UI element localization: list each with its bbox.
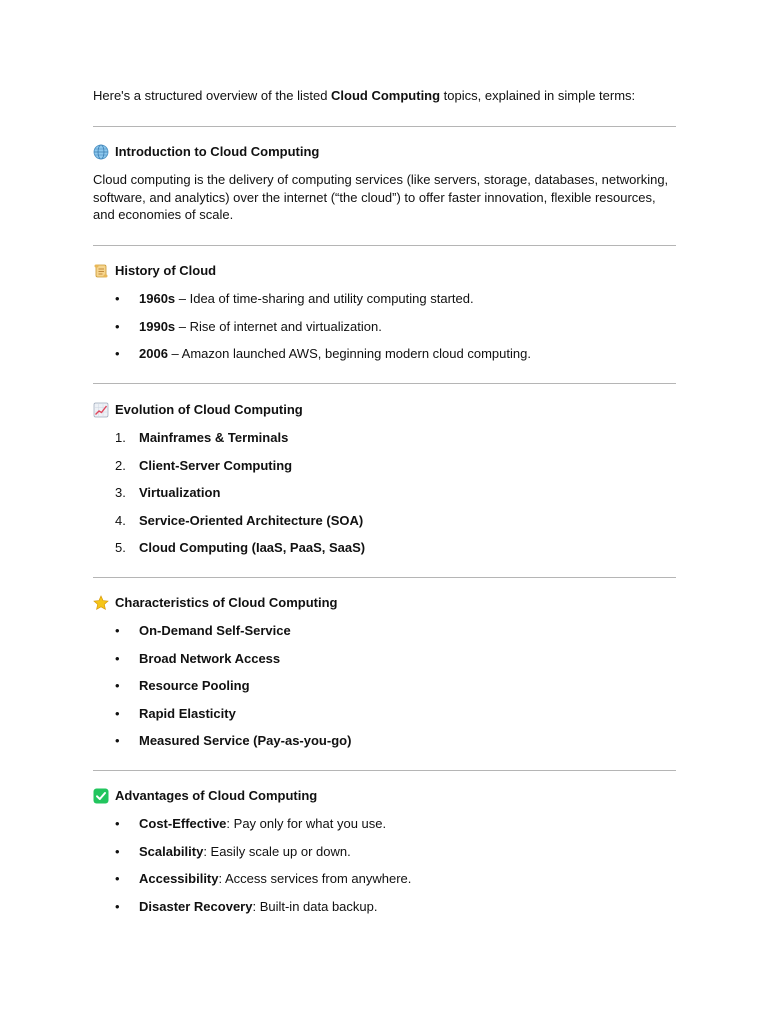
section-divider [93,770,676,771]
list-item-term: 2006 [139,346,168,361]
list-number: 5. [115,540,126,555]
list-item [93,345,531,373]
list-item [93,457,365,485]
evolution-list [93,429,365,567]
section-heading-history [93,262,216,280]
bullet-marker: • [115,871,120,886]
list-item-term: Broad Network Access [139,650,281,666]
list-item [93,318,531,346]
section-title-advantages: Advantages of Cloud Computing [115,788,318,803]
list-item-text: : Pay only for what you use. [226,816,387,831]
list-item-text: : Easily scale up or down. [203,843,351,859]
section-title-characteristics: Characteristics of Cloud Computing [115,595,338,610]
bullet-marker: • [115,346,120,361]
section-title-introduction: Introduction to Cloud Computing [115,144,320,159]
characteristics-list [93,622,351,760]
list-item-term: Resource Pooling [139,678,250,693]
intro-paragraph [93,88,635,104]
list-number: 3. [115,485,126,500]
list-item [93,870,411,898]
list-item [93,290,531,318]
list-item-term: Cloud Computing (IaaS, PaaS, SaaS) [139,540,366,555]
bullet-marker: • [115,733,120,748]
section-heading-introduction [93,143,319,161]
list-item [93,484,365,512]
list-item [93,677,351,705]
list-item-term: Service-Oriented Architecture (SOA) [139,512,364,528]
intro-bold-term: Cloud Computing [331,88,441,103]
list-number: 4. [115,512,126,528]
bullet-marker: • [115,678,120,693]
bullet-marker: • [115,816,120,831]
list-number: 1. [115,430,126,445]
list-item [93,705,351,733]
section-divider [93,126,676,127]
list-item-term: Virtualization [139,485,221,500]
advantages-list [93,815,411,925]
list-item-term: Rapid Elasticity [139,705,236,721]
list-item-term: On-Demand Self-Service [139,623,291,638]
section-divider [93,577,676,578]
bullet-marker: • [115,291,120,306]
list-item [93,622,351,650]
list-item-term: Accessibility [139,871,219,886]
bullet-marker: • [115,318,120,334]
list-item-term: Disaster Recovery [139,898,253,914]
section-heading-advantages [93,787,317,805]
list-item-term: Client-Server Computing [139,457,293,473]
scroll-icon [93,263,109,279]
section-heading-characteristics [93,594,337,612]
section-divider [93,383,676,384]
chart-increasing-icon [93,402,109,418]
list-item-text: : Built-in data backup. [252,898,378,914]
list-item-text: : Access services from anywhere. [218,871,412,886]
check-mark-button-icon [93,788,109,804]
list-item-term: 1960s [139,291,176,306]
list-item-term: Mainframes & Terminals [139,430,289,445]
list-item [93,815,411,843]
list-item [93,429,365,457]
list-item-text: – Amazon launched AWS, beginning modern cloud computing. [167,346,531,361]
list-item [93,512,365,540]
history-list [93,290,531,373]
list-item [93,650,351,678]
star-icon [93,595,109,611]
list-item [93,843,411,871]
globe-icon [93,144,109,160]
list-number: 2. [115,457,126,473]
section-title-history: History of Cloud [115,263,217,278]
list-item-term: Measured Service (Pay-as-you-go) [139,733,352,748]
bullet-marker: • [115,705,120,721]
section-title-evolution: Evolution of Cloud Computing [115,402,303,417]
list-item-term: Scalability [139,843,204,859]
list-item-text: – Idea of time-sharing and utility computing started. [175,291,474,306]
intro-text-end: topics, explained in simple terms: [440,88,636,103]
section-divider [93,245,676,246]
bullet-marker: • [115,843,120,859]
list-item [93,732,351,760]
introduction-paragraph: Cloud computing is the delivery of computing services (like servers, storage, databases, networking, software, and analytics) over the internet (“the cloud”) to offer faster innovation, flexible resources, and economies of scale. [93,172,669,222]
intro-text-start: Here's a structured overview of the listed [93,88,332,103]
list-item [93,539,365,567]
list-item-term: Cost-Effective [139,816,227,831]
list-item [93,898,411,926]
bullet-marker: • [115,623,120,638]
bullet-marker: • [115,650,120,666]
section-heading-evolution [93,401,303,419]
list-item-text: – Rise of internet and virtualization. [175,318,382,334]
bullet-marker: • [115,898,120,914]
list-item-term: 1990s [139,318,176,334]
